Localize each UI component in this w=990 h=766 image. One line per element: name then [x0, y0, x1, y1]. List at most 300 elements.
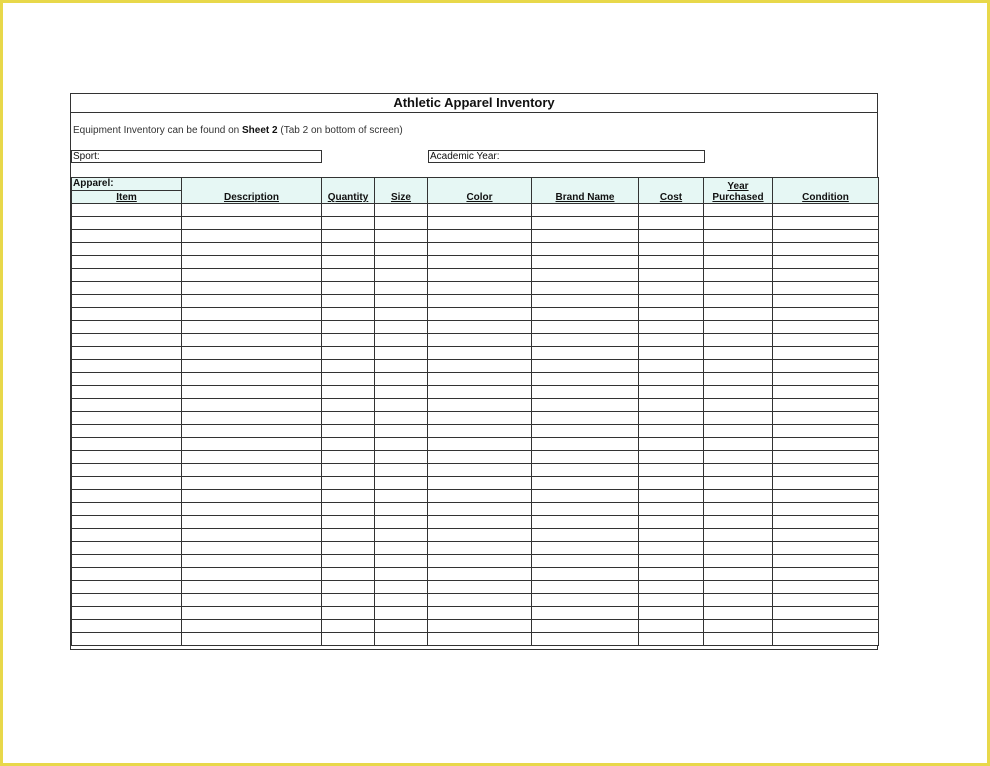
cell-size[interactable] — [375, 282, 428, 295]
cell-condition[interactable] — [773, 334, 879, 347]
cell-quantity[interactable] — [322, 347, 375, 360]
cell-year-purchased[interactable] — [704, 516, 773, 529]
cell-color[interactable] — [428, 438, 532, 451]
cell-quantity[interactable] — [322, 256, 375, 269]
cell-cost[interactable] — [639, 451, 704, 464]
cell-size[interactable] — [375, 620, 428, 633]
cell-description[interactable] — [182, 477, 322, 490]
academic-year-field[interactable] — [428, 150, 705, 163]
cell-year-purchased[interactable] — [704, 594, 773, 607]
cell-year-purchased[interactable] — [704, 529, 773, 542]
cell-brand-name[interactable] — [532, 399, 639, 412]
cell-brand-name[interactable] — [532, 217, 639, 230]
cell-quantity[interactable] — [322, 243, 375, 256]
cell-size[interactable] — [375, 503, 428, 516]
cell-brand-name[interactable] — [532, 334, 639, 347]
cell-item[interactable] — [72, 399, 182, 412]
cell-item[interactable] — [72, 555, 182, 568]
cell-brand-name[interactable] — [532, 373, 639, 386]
cell-description[interactable] — [182, 243, 322, 256]
cell-year-purchased[interactable] — [704, 412, 773, 425]
cell-item[interactable] — [72, 620, 182, 633]
cell-item[interactable] — [72, 334, 182, 347]
cell-year-purchased[interactable] — [704, 620, 773, 633]
cell-cost[interactable] — [639, 373, 704, 386]
cell-color[interactable] — [428, 464, 532, 477]
cell-item[interactable] — [72, 607, 182, 620]
cell-description[interactable] — [182, 425, 322, 438]
cell-brand-name[interactable] — [532, 451, 639, 464]
cell-description[interactable] — [182, 360, 322, 373]
cell-description[interactable] — [182, 464, 322, 477]
cell-color[interactable] — [428, 607, 532, 620]
cell-brand-name[interactable] — [532, 581, 639, 594]
cell-cost[interactable] — [639, 620, 704, 633]
cell-item[interactable] — [72, 217, 182, 230]
cell-quantity[interactable] — [322, 594, 375, 607]
cell-size[interactable] — [375, 321, 428, 334]
cell-quantity[interactable] — [322, 503, 375, 516]
cell-brand-name[interactable] — [532, 308, 639, 321]
cell-item[interactable] — [72, 256, 182, 269]
cell-size[interactable] — [375, 568, 428, 581]
cell-color[interactable] — [428, 282, 532, 295]
cell-quantity[interactable] — [322, 620, 375, 633]
cell-brand-name[interactable] — [532, 542, 639, 555]
cell-year-purchased[interactable] — [704, 490, 773, 503]
cell-description[interactable] — [182, 516, 322, 529]
cell-condition[interactable] — [773, 308, 879, 321]
cell-brand-name[interactable] — [532, 555, 639, 568]
cell-cost[interactable] — [639, 581, 704, 594]
cell-brand-name[interactable] — [532, 516, 639, 529]
cell-color[interactable] — [428, 503, 532, 516]
cell-brand-name[interactable] — [532, 269, 639, 282]
cell-color[interactable] — [428, 490, 532, 503]
cell-year-purchased[interactable] — [704, 425, 773, 438]
cell-cost[interactable] — [639, 568, 704, 581]
cell-condition[interactable] — [773, 503, 879, 516]
cell-cost[interactable] — [639, 542, 704, 555]
cell-size[interactable] — [375, 594, 428, 607]
cell-item[interactable] — [72, 321, 182, 334]
cell-condition[interactable] — [773, 490, 879, 503]
cell-description[interactable] — [182, 373, 322, 386]
cell-size[interactable] — [375, 308, 428, 321]
cell-year-purchased[interactable] — [704, 555, 773, 568]
cell-description[interactable] — [182, 594, 322, 607]
cell-size[interactable] — [375, 425, 428, 438]
cell-item[interactable] — [72, 347, 182, 360]
cell-description[interactable] — [182, 217, 322, 230]
cell-condition[interactable] — [773, 243, 879, 256]
cell-cost[interactable] — [639, 477, 704, 490]
cell-condition[interactable] — [773, 204, 879, 217]
cell-year-purchased[interactable] — [704, 386, 773, 399]
cell-condition[interactable] — [773, 321, 879, 334]
cell-quantity[interactable] — [322, 464, 375, 477]
cell-quantity[interactable] — [322, 360, 375, 373]
cell-quantity[interactable] — [322, 425, 375, 438]
cell-brand-name[interactable] — [532, 295, 639, 308]
cell-item[interactable] — [72, 373, 182, 386]
cell-condition[interactable] — [773, 295, 879, 308]
cell-quantity[interactable] — [322, 373, 375, 386]
cell-quantity[interactable] — [322, 269, 375, 282]
cell-description[interactable] — [182, 503, 322, 516]
cell-quantity[interactable] — [322, 230, 375, 243]
cell-condition[interactable] — [773, 360, 879, 373]
cell-brand-name[interactable] — [532, 386, 639, 399]
cell-quantity[interactable] — [322, 542, 375, 555]
cell-description[interactable] — [182, 308, 322, 321]
cell-year-purchased[interactable] — [704, 451, 773, 464]
cell-cost[interactable] — [639, 464, 704, 477]
cell-size[interactable] — [375, 607, 428, 620]
cell-color[interactable] — [428, 321, 532, 334]
cell-condition[interactable] — [773, 438, 879, 451]
cell-quantity[interactable] — [322, 386, 375, 399]
cell-size[interactable] — [375, 217, 428, 230]
cell-quantity[interactable] — [322, 633, 375, 646]
cell-year-purchased[interactable] — [704, 269, 773, 282]
cell-color[interactable] — [428, 516, 532, 529]
cell-size[interactable] — [375, 399, 428, 412]
cell-year-purchased[interactable] — [704, 308, 773, 321]
cell-size[interactable] — [375, 490, 428, 503]
cell-brand-name[interactable] — [532, 204, 639, 217]
cell-size[interactable] — [375, 542, 428, 555]
cell-color[interactable] — [428, 555, 532, 568]
cell-quantity[interactable] — [322, 295, 375, 308]
cell-quantity[interactable] — [322, 555, 375, 568]
cell-cost[interactable] — [639, 308, 704, 321]
cell-cost[interactable] — [639, 347, 704, 360]
cell-description[interactable] — [182, 633, 322, 646]
cell-cost[interactable] — [639, 594, 704, 607]
cell-cost[interactable] — [639, 230, 704, 243]
cell-color[interactable] — [428, 477, 532, 490]
cell-quantity[interactable] — [322, 412, 375, 425]
cell-condition[interactable] — [773, 607, 879, 620]
cell-size[interactable] — [375, 334, 428, 347]
cell-year-purchased[interactable] — [704, 581, 773, 594]
cell-color[interactable] — [428, 412, 532, 425]
cell-description[interactable] — [182, 438, 322, 451]
cell-brand-name[interactable] — [532, 243, 639, 256]
cell-item[interactable] — [72, 386, 182, 399]
cell-size[interactable] — [375, 230, 428, 243]
cell-description[interactable] — [182, 451, 322, 464]
cell-condition[interactable] — [773, 542, 879, 555]
cell-year-purchased[interactable] — [704, 282, 773, 295]
cell-color[interactable] — [428, 230, 532, 243]
cell-item[interactable] — [72, 360, 182, 373]
cell-cost[interactable] — [639, 516, 704, 529]
cell-quantity[interactable] — [322, 217, 375, 230]
cell-condition[interactable] — [773, 516, 879, 529]
cell-quantity[interactable] — [322, 308, 375, 321]
cell-description[interactable] — [182, 204, 322, 217]
cell-size[interactable] — [375, 581, 428, 594]
cell-year-purchased[interactable] — [704, 230, 773, 243]
cell-size[interactable] — [375, 373, 428, 386]
cell-description[interactable] — [182, 529, 322, 542]
cell-condition[interactable] — [773, 282, 879, 295]
cell-condition[interactable] — [773, 581, 879, 594]
cell-cost[interactable] — [639, 503, 704, 516]
cell-size[interactable] — [375, 269, 428, 282]
cell-size[interactable] — [375, 386, 428, 399]
cell-brand-name[interactable] — [532, 529, 639, 542]
cell-condition[interactable] — [773, 269, 879, 282]
cell-condition[interactable] — [773, 555, 879, 568]
cell-description[interactable] — [182, 282, 322, 295]
cell-description[interactable] — [182, 334, 322, 347]
cell-description[interactable] — [182, 490, 322, 503]
cell-size[interactable] — [375, 360, 428, 373]
cell-size[interactable] — [375, 529, 428, 542]
cell-item[interactable] — [72, 633, 182, 646]
cell-color[interactable] — [428, 568, 532, 581]
cell-quantity[interactable] — [322, 204, 375, 217]
cell-brand-name[interactable] — [532, 607, 639, 620]
cell-condition[interactable] — [773, 633, 879, 646]
cell-description[interactable] — [182, 295, 322, 308]
cell-item[interactable] — [72, 243, 182, 256]
cell-condition[interactable] — [773, 399, 879, 412]
cell-color[interactable] — [428, 295, 532, 308]
cell-quantity[interactable] — [322, 607, 375, 620]
cell-brand-name[interactable] — [532, 633, 639, 646]
cell-quantity[interactable] — [322, 282, 375, 295]
cell-color[interactable] — [428, 347, 532, 360]
cell-brand-name[interactable] — [532, 620, 639, 633]
cell-description[interactable] — [182, 412, 322, 425]
cell-quantity[interactable] — [322, 490, 375, 503]
cell-condition[interactable] — [773, 451, 879, 464]
cell-description[interactable] — [182, 269, 322, 282]
cell-year-purchased[interactable] — [704, 399, 773, 412]
cell-color[interactable] — [428, 594, 532, 607]
cell-color[interactable] — [428, 308, 532, 321]
cell-description[interactable] — [182, 386, 322, 399]
cell-color[interactable] — [428, 529, 532, 542]
cell-year-purchased[interactable] — [704, 321, 773, 334]
cell-color[interactable] — [428, 399, 532, 412]
cell-brand-name[interactable] — [532, 464, 639, 477]
cell-description[interactable] — [182, 620, 322, 633]
cell-year-purchased[interactable] — [704, 633, 773, 646]
cell-condition[interactable] — [773, 477, 879, 490]
cell-brand-name[interactable] — [532, 425, 639, 438]
cell-color[interactable] — [428, 425, 532, 438]
cell-brand-name[interactable] — [532, 347, 639, 360]
cell-brand-name[interactable] — [532, 503, 639, 516]
cell-item[interactable] — [72, 464, 182, 477]
cell-cost[interactable] — [639, 490, 704, 503]
cell-cost[interactable] — [639, 295, 704, 308]
cell-size[interactable] — [375, 412, 428, 425]
cell-cost[interactable] — [639, 386, 704, 399]
cell-color[interactable] — [428, 334, 532, 347]
cell-year-purchased[interactable] — [704, 334, 773, 347]
cell-size[interactable] — [375, 451, 428, 464]
cell-size[interactable] — [375, 295, 428, 308]
cell-color[interactable] — [428, 373, 532, 386]
cell-brand-name[interactable] — [532, 360, 639, 373]
cell-year-purchased[interactable] — [704, 243, 773, 256]
cell-condition[interactable] — [773, 425, 879, 438]
cell-size[interactable] — [375, 204, 428, 217]
cell-year-purchased[interactable] — [704, 568, 773, 581]
cell-color[interactable] — [428, 451, 532, 464]
cell-quantity[interactable] — [322, 581, 375, 594]
cell-item[interactable] — [72, 295, 182, 308]
cell-color[interactable] — [428, 256, 532, 269]
cell-year-purchased[interactable] — [704, 503, 773, 516]
cell-quantity[interactable] — [322, 477, 375, 490]
cell-brand-name[interactable] — [532, 477, 639, 490]
cell-item[interactable] — [72, 516, 182, 529]
cell-size[interactable] — [375, 243, 428, 256]
cell-item[interactable] — [72, 451, 182, 464]
cell-condition[interactable] — [773, 386, 879, 399]
cell-description[interactable] — [182, 321, 322, 334]
cell-item[interactable] — [72, 594, 182, 607]
cell-condition[interactable] — [773, 620, 879, 633]
cell-cost[interactable] — [639, 282, 704, 295]
cell-description[interactable] — [182, 399, 322, 412]
cell-item[interactable] — [72, 542, 182, 555]
cell-condition[interactable] — [773, 412, 879, 425]
cell-size[interactable] — [375, 555, 428, 568]
cell-condition[interactable] — [773, 594, 879, 607]
sport-field[interactable] — [71, 150, 322, 163]
cell-year-purchased[interactable] — [704, 373, 773, 386]
cell-cost[interactable] — [639, 607, 704, 620]
cell-size[interactable] — [375, 633, 428, 646]
cell-color[interactable] — [428, 542, 532, 555]
cell-condition[interactable] — [773, 256, 879, 269]
cell-size[interactable] — [375, 477, 428, 490]
cell-description[interactable] — [182, 607, 322, 620]
cell-item[interactable] — [72, 269, 182, 282]
cell-year-purchased[interactable] — [704, 256, 773, 269]
cell-size[interactable] — [375, 438, 428, 451]
cell-item[interactable] — [72, 529, 182, 542]
cell-year-purchased[interactable] — [704, 477, 773, 490]
cell-size[interactable] — [375, 516, 428, 529]
cell-cost[interactable] — [639, 321, 704, 334]
cell-brand-name[interactable] — [532, 438, 639, 451]
cell-cost[interactable] — [639, 399, 704, 412]
cell-year-purchased[interactable] — [704, 607, 773, 620]
cell-condition[interactable] — [773, 347, 879, 360]
cell-quantity[interactable] — [322, 451, 375, 464]
cell-year-purchased[interactable] — [704, 295, 773, 308]
cell-condition[interactable] — [773, 230, 879, 243]
cell-brand-name[interactable] — [532, 282, 639, 295]
cell-cost[interactable] — [639, 217, 704, 230]
cell-cost[interactable] — [639, 243, 704, 256]
cell-cost[interactable] — [639, 412, 704, 425]
cell-condition[interactable] — [773, 529, 879, 542]
cell-description[interactable] — [182, 230, 322, 243]
cell-brand-name[interactable] — [532, 256, 639, 269]
cell-description[interactable] — [182, 581, 322, 594]
cell-size[interactable] — [375, 464, 428, 477]
cell-color[interactable] — [428, 386, 532, 399]
cell-item[interactable] — [72, 477, 182, 490]
cell-quantity[interactable] — [322, 438, 375, 451]
cell-description[interactable] — [182, 568, 322, 581]
cell-quantity[interactable] — [322, 399, 375, 412]
cell-brand-name[interactable] — [532, 594, 639, 607]
cell-color[interactable] — [428, 269, 532, 282]
cell-year-purchased[interactable] — [704, 438, 773, 451]
cell-item[interactable] — [72, 308, 182, 321]
cell-year-purchased[interactable] — [704, 464, 773, 477]
cell-description[interactable] — [182, 347, 322, 360]
cell-description[interactable] — [182, 256, 322, 269]
cell-condition[interactable] — [773, 373, 879, 386]
cell-color[interactable] — [428, 360, 532, 373]
cell-condition[interactable] — [773, 464, 879, 477]
cell-cost[interactable] — [639, 438, 704, 451]
cell-quantity[interactable] — [322, 321, 375, 334]
cell-item[interactable] — [72, 425, 182, 438]
cell-year-purchased[interactable] — [704, 217, 773, 230]
cell-item[interactable] — [72, 490, 182, 503]
cell-brand-name[interactable] — [532, 412, 639, 425]
cell-color[interactable] — [428, 633, 532, 646]
cell-cost[interactable] — [639, 256, 704, 269]
cell-color[interactable] — [428, 217, 532, 230]
cell-color[interactable] — [428, 620, 532, 633]
cell-item[interactable] — [72, 282, 182, 295]
cell-item[interactable] — [72, 503, 182, 516]
cell-cost[interactable] — [639, 334, 704, 347]
cell-size[interactable] — [375, 347, 428, 360]
cell-year-purchased[interactable] — [704, 347, 773, 360]
cell-quantity[interactable] — [322, 529, 375, 542]
cell-item[interactable] — [72, 568, 182, 581]
cell-condition[interactable] — [773, 217, 879, 230]
cell-cost[interactable] — [639, 360, 704, 373]
cell-cost[interactable] — [639, 633, 704, 646]
cell-condition[interactable] — [773, 568, 879, 581]
cell-quantity[interactable] — [322, 568, 375, 581]
cell-item[interactable] — [72, 204, 182, 217]
cell-cost[interactable] — [639, 269, 704, 282]
cell-item[interactable] — [72, 581, 182, 594]
cell-color[interactable] — [428, 581, 532, 594]
cell-brand-name[interactable] — [532, 490, 639, 503]
cell-item[interactable] — [72, 438, 182, 451]
cell-item[interactable] — [72, 412, 182, 425]
cell-cost[interactable] — [639, 425, 704, 438]
cell-brand-name[interactable] — [532, 321, 639, 334]
cell-description[interactable] — [182, 542, 322, 555]
cell-cost[interactable] — [639, 555, 704, 568]
cell-size[interactable] — [375, 256, 428, 269]
cell-brand-name[interactable] — [532, 230, 639, 243]
cell-cost[interactable] — [639, 529, 704, 542]
cell-year-purchased[interactable] — [704, 204, 773, 217]
cell-item[interactable] — [72, 230, 182, 243]
cell-quantity[interactable] — [322, 516, 375, 529]
